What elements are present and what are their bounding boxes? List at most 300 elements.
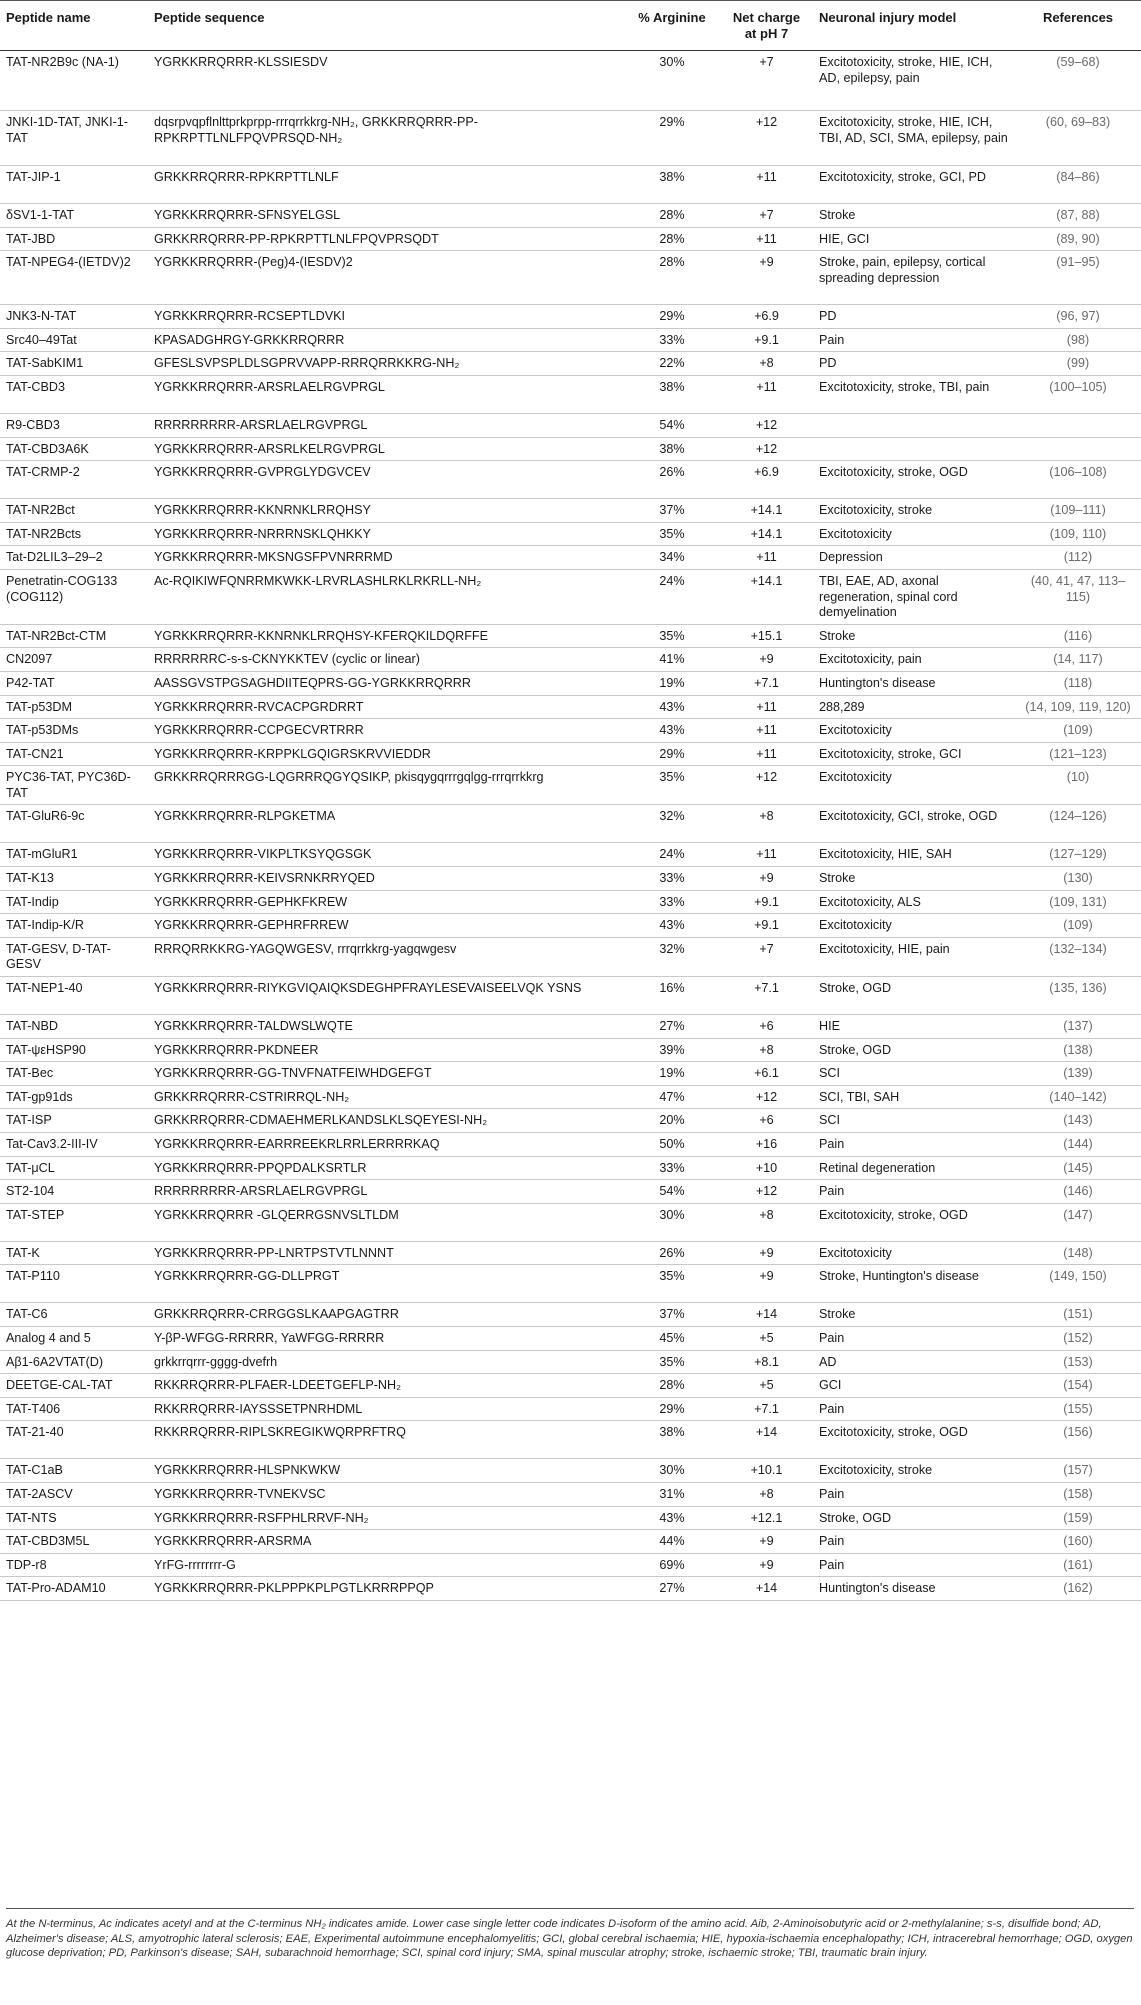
cell-references: (84–86)	[1013, 166, 1141, 204]
cell-net-charge: +11	[718, 166, 813, 204]
table-row	[0, 1203, 1141, 1241]
cell-arginine: 20%	[624, 1109, 718, 1133]
cell-peptide-sequence: YGRKKRRQRRR -GLQERRGSNVSLTLDM	[148, 1203, 624, 1241]
cell-injury-model: Excitotoxicity, stroke	[813, 1459, 1013, 1483]
header-references: References	[1013, 1, 1141, 51]
table-row	[0, 375, 1141, 413]
cell-arginine: 26%	[624, 1241, 718, 1265]
cell-peptide-name: TAT-GESV, D-TAT-GESV	[0, 937, 148, 976]
cell-references: (155)	[1013, 1397, 1141, 1421]
cell-injury-model: Pain	[813, 1133, 1013, 1157]
cell-arginine: 43%	[624, 914, 718, 938]
cell-arginine: 28%	[624, 227, 718, 251]
cell-peptide-name: TAT-C6	[0, 1303, 148, 1327]
cell-peptide-sequence: YGRKKRRQRRR-PKLPPPKPLPGTLKRRRPPQP	[148, 1577, 624, 1601]
cell-peptide-name: TAT-CN21	[0, 742, 148, 766]
cell-references: (96, 97)	[1013, 305, 1141, 329]
cell-arginine: 29%	[624, 111, 718, 166]
cell-arginine: 37%	[624, 1303, 718, 1327]
header-arginine: % Arginine	[624, 1, 718, 51]
cell-arginine: 47%	[624, 1085, 718, 1109]
cell-injury-model: Excitotoxicity, stroke, HIE, ICH, TBI, AD, SCI, SMA, epilepsy, pain	[813, 111, 1013, 166]
cell-net-charge: +14.1	[718, 522, 813, 546]
cell-peptide-name: TAT-CBD3	[0, 375, 148, 413]
cell-net-charge: +6	[718, 1015, 813, 1039]
table-row	[0, 111, 1141, 166]
cell-injury-model: Stroke, OGD	[813, 977, 1013, 1015]
header-net-charge-line2: at pH 7	[744, 26, 789, 41]
cell-arginine: 54%	[624, 413, 718, 437]
cell-peptide-sequence: grkkrrqrrr-gggg-dvefrh	[148, 1350, 624, 1374]
cell-injury-model: Pain	[813, 1397, 1013, 1421]
table-row	[0, 1156, 1141, 1180]
cell-peptide-name: Aβ1-6A2VTAT(D)	[0, 1350, 148, 1374]
cell-peptide-name: TAT-C1aB	[0, 1459, 148, 1483]
cell-peptide-sequence: YGRKKRRQRRR-ARSRLKELRGVPRGL	[148, 437, 624, 461]
cell-references: (137)	[1013, 1015, 1141, 1039]
cell-net-charge: +5	[718, 1374, 813, 1398]
cell-peptide-sequence: YGRKKRRQRRR-RSFPHLRRVF-NH₂	[148, 1506, 624, 1530]
cell-net-charge: +11	[718, 742, 813, 766]
cell-peptide-sequence: Ac-RQIKIWFQNRRMKWKK-LRVRLASHLRKLRKRLL-NH₂	[148, 569, 624, 624]
cell-peptide-sequence: GRKKRRQRRR-PP-RPKRPTTLNLFPQVPRSQDT	[148, 227, 624, 251]
cell-net-charge: +6.1	[718, 1062, 813, 1086]
table-row	[0, 977, 1141, 1015]
table-row	[0, 522, 1141, 546]
cell-net-charge: +7.1	[718, 977, 813, 1015]
cell-peptide-name: TAT-K13	[0, 867, 148, 891]
table-row	[0, 719, 1141, 743]
cell-arginine: 29%	[624, 305, 718, 329]
table-row	[0, 1303, 1141, 1327]
cell-injury-model: SCI, TBI, SAH	[813, 1085, 1013, 1109]
cell-net-charge: +8	[718, 805, 813, 843]
cell-peptide-name: TAT-ISP	[0, 1109, 148, 1133]
cell-peptide-name: Src40–49Tat	[0, 328, 148, 352]
cell-references: (98)	[1013, 328, 1141, 352]
cell-injury-model	[813, 413, 1013, 437]
cell-arginine: 54%	[624, 1180, 718, 1204]
cell-arginine: 41%	[624, 648, 718, 672]
cell-injury-model: Stroke	[813, 867, 1013, 891]
table-row	[0, 695, 1141, 719]
table-row	[0, 1459, 1141, 1483]
table-row	[0, 1062, 1141, 1086]
cell-arginine: 39%	[624, 1038, 718, 1062]
cell-injury-model: TBI, EAE, AD, axonal regeneration, spinal cord demyelination	[813, 569, 1013, 624]
cell-references: (149, 150)	[1013, 1265, 1141, 1303]
cell-arginine: 28%	[624, 204, 718, 228]
cell-arginine: 43%	[624, 695, 718, 719]
cell-arginine: 19%	[624, 1062, 718, 1086]
cell-injury-model	[813, 437, 1013, 461]
cell-peptide-sequence: YGRKKRRQRRR-GG-DLLPRGT	[148, 1265, 624, 1303]
cell-references: (161)	[1013, 1553, 1141, 1577]
cell-references: (156)	[1013, 1421, 1141, 1459]
cell-injury-model: Excitotoxicity, stroke, OGD	[813, 1203, 1013, 1241]
table-row	[0, 1085, 1141, 1109]
cell-peptide-name: TAT-21-40	[0, 1421, 148, 1459]
cell-peptide-name: TAT-Indip	[0, 890, 148, 914]
cell-peptide-name: TAT-2ASCV	[0, 1482, 148, 1506]
table-row	[0, 1326, 1141, 1350]
cell-arginine: 24%	[624, 843, 718, 867]
cell-peptide-sequence: YGRKKRRQRRR-KEIVSRNKRRYQED	[148, 867, 624, 891]
cell-net-charge: +11	[718, 719, 813, 743]
cell-peptide-sequence: YGRKKRRQRRR-KKNRNKLRRQHSY-KFERQKILDQRFFE	[148, 624, 624, 648]
cell-peptide-sequence: YGRKKRRQRRR-MKSNGSFPVNRRRMD	[148, 546, 624, 570]
cell-peptide-name: TAT-ψεHSP90	[0, 1038, 148, 1062]
cell-peptide-name: R9-CBD3	[0, 413, 148, 437]
cell-injury-model: Pain	[813, 1326, 1013, 1350]
cell-injury-model: Depression	[813, 546, 1013, 570]
table-row	[0, 648, 1141, 672]
table-row	[0, 1421, 1141, 1459]
cell-injury-model: HIE	[813, 1015, 1013, 1039]
cell-injury-model: Excitotoxicity, stroke, OGD	[813, 1421, 1013, 1459]
cell-injury-model: Excitotoxicity, stroke, OGD	[813, 461, 1013, 499]
cell-arginine: 69%	[624, 1553, 718, 1577]
cell-injury-model: Stroke, OGD	[813, 1506, 1013, 1530]
cell-injury-model: Retinal degeneration	[813, 1156, 1013, 1180]
cell-peptide-name: TAT-NPEG4-(IETDV)2	[0, 251, 148, 305]
cell-peptide-name: TAT-K	[0, 1241, 148, 1265]
cell-arginine: 35%	[624, 766, 718, 805]
cell-net-charge: +11	[718, 695, 813, 719]
cell-arginine: 33%	[624, 328, 718, 352]
cell-references: (100–105)	[1013, 375, 1141, 413]
cell-net-charge: +14	[718, 1421, 813, 1459]
cell-references	[1013, 413, 1141, 437]
cell-net-charge: +16	[718, 1133, 813, 1157]
table-row	[0, 204, 1141, 228]
table-row	[0, 624, 1141, 648]
cell-injury-model: Excitotoxicity, ALS	[813, 890, 1013, 914]
cell-peptide-name: TAT-Bec	[0, 1062, 148, 1086]
cell-arginine: 30%	[624, 1203, 718, 1241]
cell-peptide-name: PYC36-TAT, PYC36D-TAT	[0, 766, 148, 805]
cell-injury-model: SCI	[813, 1109, 1013, 1133]
cell-references: (144)	[1013, 1133, 1141, 1157]
cell-injury-model: Stroke, Huntington's disease	[813, 1265, 1013, 1303]
cell-injury-model: GCI	[813, 1374, 1013, 1398]
cell-net-charge: +9.1	[718, 914, 813, 938]
cell-injury-model: Huntington's disease	[813, 1577, 1013, 1601]
cell-injury-model: Pain	[813, 1553, 1013, 1577]
cell-net-charge: +7.1	[718, 1397, 813, 1421]
cell-peptide-name: TAT-CRMP-2	[0, 461, 148, 499]
cell-arginine: 29%	[624, 742, 718, 766]
table-row	[0, 1015, 1141, 1039]
cell-arginine: 34%	[624, 546, 718, 570]
cell-peptide-sequence: YGRKKRRQRRR-TVNEKVSC	[148, 1482, 624, 1506]
cell-injury-model: Pain	[813, 328, 1013, 352]
cell-references: (147)	[1013, 1203, 1141, 1241]
cell-references: (127–129)	[1013, 843, 1141, 867]
table-row	[0, 937, 1141, 976]
cell-injury-model: Excitotoxicity	[813, 766, 1013, 805]
cell-peptide-sequence: YGRKKRRQRRR-RVCACPGRDRRT	[148, 695, 624, 719]
cell-injury-model: Stroke	[813, 624, 1013, 648]
cell-arginine: 27%	[624, 1015, 718, 1039]
cell-injury-model: Excitotoxicity	[813, 914, 1013, 938]
cell-injury-model: SCI	[813, 1062, 1013, 1086]
cell-references: (143)	[1013, 1109, 1141, 1133]
cell-net-charge: +12	[718, 111, 813, 166]
table-row	[0, 671, 1141, 695]
cell-references: (157)	[1013, 1459, 1141, 1483]
cell-net-charge: +9	[718, 251, 813, 305]
cell-net-charge: +9.1	[718, 328, 813, 352]
cell-net-charge: +12.1	[718, 1506, 813, 1530]
cell-references: (59–68)	[1013, 51, 1141, 111]
cell-peptide-name: TAT-NR2B9c (NA-1)	[0, 51, 148, 111]
cell-arginine: 29%	[624, 1397, 718, 1421]
table-row	[0, 1241, 1141, 1265]
cell-peptide-sequence: GFESLSVPSPLDLSGPRVVAPP-RRRQRRKKRG-NH₂	[148, 352, 624, 376]
cell-arginine: 33%	[624, 867, 718, 891]
cell-references: (40, 41, 47, 113–115)	[1013, 569, 1141, 624]
cell-peptide-sequence: YGRKKRRQRRR-ARSRMA	[148, 1530, 624, 1554]
cell-peptide-name: TAT-P110	[0, 1265, 148, 1303]
cell-arginine: 33%	[624, 890, 718, 914]
cell-injury-model: PD	[813, 305, 1013, 329]
cell-arginine: 22%	[624, 352, 718, 376]
table-row	[0, 867, 1141, 891]
cell-peptide-name: TAT-JBD	[0, 227, 148, 251]
table-row	[0, 437, 1141, 461]
cell-peptide-sequence: RKKRRQRRR-RIPLSKREGIKWQRPRFTRQ	[148, 1421, 624, 1459]
cell-references: (89, 90)	[1013, 227, 1141, 251]
cell-injury-model: Stroke	[813, 204, 1013, 228]
cell-net-charge: +10.1	[718, 1459, 813, 1483]
header-net-charge	[718, 1, 813, 51]
cell-arginine: 30%	[624, 51, 718, 111]
cell-injury-model: Pain	[813, 1530, 1013, 1554]
cell-peptide-sequence: YGRKKRRQRRR-KKNRNKLRRQHSY	[148, 499, 624, 523]
cell-references: (145)	[1013, 1156, 1141, 1180]
table-row	[0, 1506, 1141, 1530]
cell-references: (121–123)	[1013, 742, 1141, 766]
cell-net-charge: +7	[718, 204, 813, 228]
table-row	[0, 227, 1141, 251]
cell-references: (118)	[1013, 671, 1141, 695]
cell-peptide-sequence: YGRKKRRQRRR-RLPGKETMA	[148, 805, 624, 843]
cell-peptide-sequence: YGRKKRRQRRR-NRRRNSKLQHKKY	[148, 522, 624, 546]
cell-arginine: 31%	[624, 1482, 718, 1506]
table-row	[0, 843, 1141, 867]
cell-peptide-name: Tat-Cav3.2-III-IV	[0, 1133, 148, 1157]
cell-references: (135, 136)	[1013, 977, 1141, 1015]
cell-references: (14, 109, 119, 120)	[1013, 695, 1141, 719]
table-header	[0, 1, 1141, 51]
cell-references: (151)	[1013, 1303, 1141, 1327]
cell-net-charge: +6.9	[718, 305, 813, 329]
cell-peptide-sequence: YGRKKRRQRRR-TALDWSLWQTE	[148, 1015, 624, 1039]
cell-net-charge: +14.1	[718, 569, 813, 624]
table-row	[0, 766, 1141, 805]
cell-arginine: 37%	[624, 499, 718, 523]
cell-net-charge: +8	[718, 1038, 813, 1062]
table-row	[0, 499, 1141, 523]
cell-net-charge: +15.1	[718, 624, 813, 648]
cell-references: (109)	[1013, 914, 1141, 938]
cell-arginine: 38%	[624, 375, 718, 413]
cell-injury-model: Excitotoxicity	[813, 719, 1013, 743]
table-row	[0, 569, 1141, 624]
table-row	[0, 352, 1141, 376]
cell-references: (138)	[1013, 1038, 1141, 1062]
cell-peptide-sequence: YGRKKRRQRRR-PP-LNRTPSTVTLNNNT	[148, 1241, 624, 1265]
cell-peptide-name: TAT-STEP	[0, 1203, 148, 1241]
cell-peptide-sequence: AASSGVSTPGSAGHDIITEQPRS-GG-YGRKKRRQRRR	[148, 671, 624, 695]
cell-arginine: 38%	[624, 166, 718, 204]
cell-peptide-sequence: GRKKRRQRRR-CSTRIRRQL-NH₂	[148, 1085, 624, 1109]
cell-peptide-sequence: GRKKRRQRRR-RPKRPTTLNLF	[148, 166, 624, 204]
cell-peptide-name: δSV1-1-TAT	[0, 204, 148, 228]
cell-peptide-sequence: YGRKKRRQRRR-GVPRGLYDGVCEV	[148, 461, 624, 499]
cell-net-charge: +7	[718, 51, 813, 111]
cell-net-charge: +14	[718, 1577, 813, 1601]
table-body	[0, 51, 1141, 1601]
cell-net-charge: +11	[718, 375, 813, 413]
cell-injury-model: Excitotoxicity, GCI, stroke, OGD	[813, 805, 1013, 843]
cell-peptide-name: TAT-gp91ds	[0, 1085, 148, 1109]
cell-peptide-sequence: YGRKKRRQRRR-KRPPKLGQIGRSKRVVIEDDR	[148, 742, 624, 766]
cell-references: (154)	[1013, 1374, 1141, 1398]
cell-peptide-sequence: YGRKKRRQRRR-HLSPNKWKW	[148, 1459, 624, 1483]
cell-references: (60, 69–83)	[1013, 111, 1141, 166]
cell-net-charge: +8	[718, 1203, 813, 1241]
cell-peptide-name: TAT-NR2Bcts	[0, 522, 148, 546]
cell-arginine: 26%	[624, 461, 718, 499]
cell-references: (159)	[1013, 1506, 1141, 1530]
table-row	[0, 546, 1141, 570]
cell-peptide-name: DEETGE-CAL-TAT	[0, 1374, 148, 1398]
cell-peptide-sequence: YrFG-rrrrrrrr-G	[148, 1553, 624, 1577]
cell-references: (148)	[1013, 1241, 1141, 1265]
cell-references: (158)	[1013, 1482, 1141, 1506]
cell-arginine: 16%	[624, 977, 718, 1015]
cell-peptide-sequence: YGRKKRRQRRR-SFNSYELGSL	[148, 204, 624, 228]
table-row	[0, 1109, 1141, 1133]
cell-references: (140–142)	[1013, 1085, 1141, 1109]
cell-peptide-name: TAT-T406	[0, 1397, 148, 1421]
cell-peptide-sequence: RRRRRRRRR-ARSRLAELRGVPRGL	[148, 413, 624, 437]
cell-peptide-name: TAT-SabKIM1	[0, 352, 148, 376]
cell-injury-model: AD	[813, 1350, 1013, 1374]
cell-peptide-name: TAT-NBD	[0, 1015, 148, 1039]
cell-arginine: 32%	[624, 937, 718, 976]
table-row	[0, 914, 1141, 938]
cell-injury-model: 288,289	[813, 695, 1013, 719]
cell-net-charge: +6	[718, 1109, 813, 1133]
cell-peptide-name: Penetratin-COG133 (COG112)	[0, 569, 148, 624]
cell-net-charge: +7.1	[718, 671, 813, 695]
cell-peptide-name: TAT-NTS	[0, 1506, 148, 1530]
cell-arginine: 28%	[624, 251, 718, 305]
table-row	[0, 305, 1141, 329]
cell-peptide-name: P42-TAT	[0, 671, 148, 695]
cell-peptide-name: TAT-JIP-1	[0, 166, 148, 204]
cell-peptide-name: JNKI-1D-TAT, JNKI-1-TAT	[0, 111, 148, 166]
cell-references: (109–111)	[1013, 499, 1141, 523]
cell-arginine: 43%	[624, 1506, 718, 1530]
cell-references: (87, 88)	[1013, 204, 1141, 228]
cell-references: (14, 117)	[1013, 648, 1141, 672]
cell-injury-model: PD	[813, 352, 1013, 376]
cell-net-charge: +5	[718, 1326, 813, 1350]
cell-peptide-name: TAT-p53DM	[0, 695, 148, 719]
cell-peptide-sequence: YGRKKRRQRRR-GEPHKFKREW	[148, 890, 624, 914]
cell-references: (91–95)	[1013, 251, 1141, 305]
cell-peptide-sequence: KPASADGHRGY-GRKKRRQRRR	[148, 328, 624, 352]
table-row	[0, 1397, 1141, 1421]
cell-peptide-sequence: GRKKRRQRRRGG-LQGRRRQGYQSIKP, pkisqygqrrrgqlgg-rrrqrrkkrg	[148, 766, 624, 805]
cell-references: (106–108)	[1013, 461, 1141, 499]
cell-arginine: 45%	[624, 1326, 718, 1350]
cell-injury-model: Excitotoxicity	[813, 1241, 1013, 1265]
header-peptide-sequence: Peptide sequence	[148, 1, 624, 51]
cell-peptide-name: Tat-D2LIL3–29–2	[0, 546, 148, 570]
table-row	[0, 1374, 1141, 1398]
cell-peptide-name: TAT-Indip-K/R	[0, 914, 148, 938]
cell-injury-model: Pain	[813, 1482, 1013, 1506]
cell-net-charge: +12	[718, 437, 813, 461]
table-row	[0, 1350, 1141, 1374]
header-injury-model: Neuronal injury model	[813, 1, 1013, 51]
cell-net-charge: +8.1	[718, 1350, 813, 1374]
cell-arginine: 35%	[624, 522, 718, 546]
cell-net-charge: +11	[718, 843, 813, 867]
cell-net-charge: +9	[718, 1265, 813, 1303]
cell-arginine: 50%	[624, 1133, 718, 1157]
cell-injury-model: Excitotoxicity, HIE, SAH	[813, 843, 1013, 867]
cell-peptide-sequence: YGRKKRRQRRR-PPQPDALKSRTLR	[148, 1156, 624, 1180]
cell-peptide-sequence: YGRKKRRQRRR-RCSEPTLDVKI	[148, 305, 624, 329]
cell-references: (109, 110)	[1013, 522, 1141, 546]
cell-references: (146)	[1013, 1180, 1141, 1204]
cell-peptide-name: TAT-NR2Bct	[0, 499, 148, 523]
cell-net-charge: +9	[718, 648, 813, 672]
cell-net-charge: +12	[718, 766, 813, 805]
cell-peptide-name: ST2-104	[0, 1180, 148, 1204]
cell-net-charge: +12	[718, 413, 813, 437]
cell-references: (99)	[1013, 352, 1141, 376]
cell-peptide-name: Analog 4 and 5	[0, 1326, 148, 1350]
cell-references: (152)	[1013, 1326, 1141, 1350]
table-row	[0, 1180, 1141, 1204]
cell-peptide-name: TAT-CBD3A6K	[0, 437, 148, 461]
cell-injury-model: HIE, GCI	[813, 227, 1013, 251]
cell-peptide-name: JNK3-N-TAT	[0, 305, 148, 329]
cell-net-charge: +11	[718, 227, 813, 251]
cell-references: (153)	[1013, 1350, 1141, 1374]
cell-peptide-sequence: YGRKKRRQRRR-PKDNEER	[148, 1038, 624, 1062]
cell-arginine: 19%	[624, 671, 718, 695]
cell-peptide-name: CN2097	[0, 648, 148, 672]
cell-peptide-name: TDP-r8	[0, 1553, 148, 1577]
cell-net-charge: +12	[718, 1180, 813, 1204]
cell-injury-model: Huntington's disease	[813, 671, 1013, 695]
cell-references: (160)	[1013, 1530, 1141, 1554]
cell-net-charge: +9.1	[718, 890, 813, 914]
cell-net-charge: +8	[718, 1482, 813, 1506]
table-row	[0, 1530, 1141, 1554]
cell-peptide-sequence: RRRQRRKKRG-YAGQWGESV, rrrqrrkkrg-yagqwgesv	[148, 937, 624, 976]
cell-peptide-name: TAT-mGluR1	[0, 843, 148, 867]
cell-peptide-sequence: RKKRRQRRR-IAYSSSETPNRHDML	[148, 1397, 624, 1421]
